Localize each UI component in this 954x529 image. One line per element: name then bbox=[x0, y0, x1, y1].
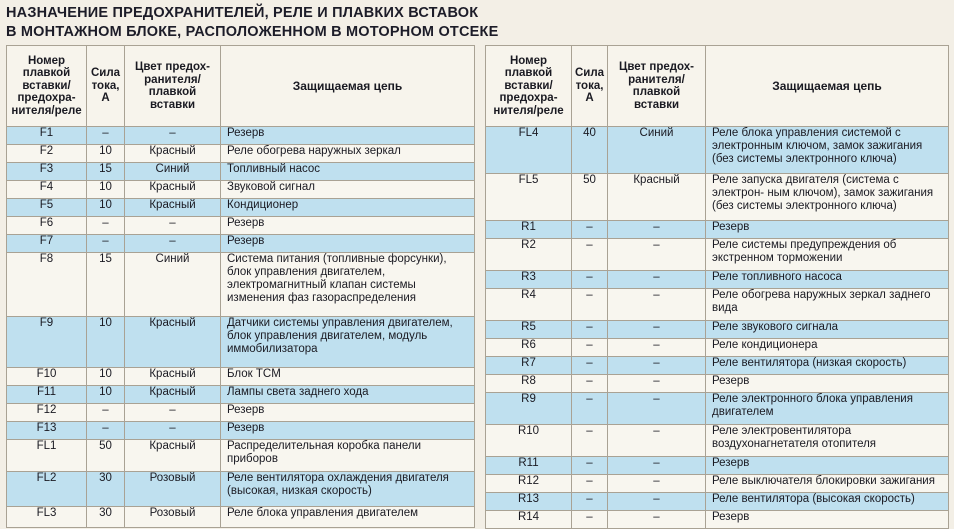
table-row bbox=[486, 271, 949, 289]
color-cell: – bbox=[608, 357, 706, 375]
fuse-number-cell: F10 bbox=[7, 368, 87, 386]
table-row bbox=[486, 357, 949, 375]
color-cell: – bbox=[608, 239, 706, 271]
current-cell: – bbox=[572, 221, 608, 239]
circuit-cell: Лампы света заднего хода bbox=[221, 386, 475, 404]
fuse-number-cell: F13 bbox=[7, 422, 87, 440]
current-cell: 40 bbox=[572, 127, 608, 174]
color-cell: – bbox=[125, 127, 221, 145]
current-cell: – bbox=[572, 493, 608, 511]
circuit-cell: Распределительная коробка панели приборов bbox=[221, 440, 475, 472]
current-cell: – bbox=[572, 357, 608, 375]
table-header-row bbox=[486, 46, 949, 127]
table-row bbox=[486, 321, 949, 339]
circuit-cell: Резерв bbox=[221, 404, 475, 422]
circuit-cell: Резерв bbox=[706, 457, 949, 475]
fuse-number-cell: FL5 bbox=[486, 174, 572, 221]
table-row bbox=[486, 493, 949, 511]
color-cell: – bbox=[608, 511, 706, 529]
current-cell: – bbox=[572, 511, 608, 529]
table-row bbox=[486, 174, 949, 221]
current-cell: – bbox=[572, 425, 608, 457]
table-row bbox=[486, 375, 949, 393]
table-row bbox=[486, 221, 949, 239]
table-row bbox=[486, 393, 949, 425]
table-row bbox=[7, 404, 475, 422]
circuit-cell: Реле блока управления двигателем bbox=[221, 507, 475, 528]
circuit-cell: Реле топливного насоса bbox=[706, 271, 949, 289]
circuit-cell: Реле блока управления системой с электронным ключом, замок зажигания (без системы электронного ключа) bbox=[706, 127, 949, 174]
current-cell: 10 bbox=[87, 368, 125, 386]
header-number: Номер плавкой вставки/ предохра- нителя/реле bbox=[7, 46, 87, 127]
color-cell: Красный bbox=[125, 181, 221, 199]
table-row bbox=[7, 440, 475, 472]
color-cell: Розовый bbox=[125, 472, 221, 507]
current-cell: – bbox=[572, 475, 608, 493]
table-row bbox=[486, 239, 949, 271]
table-row bbox=[7, 507, 475, 528]
current-cell: – bbox=[572, 375, 608, 393]
header-current: Сила тока, А bbox=[572, 46, 608, 127]
color-cell: – bbox=[125, 217, 221, 235]
fuse-number-cell: R1 bbox=[486, 221, 572, 239]
circuit-cell: Резерв bbox=[706, 511, 949, 529]
fuse-number-cell: F3 bbox=[7, 163, 87, 181]
color-cell: – bbox=[608, 425, 706, 457]
current-cell: – bbox=[87, 404, 125, 422]
fuse-number-cell: R3 bbox=[486, 271, 572, 289]
left-fuse-table bbox=[6, 45, 475, 528]
color-cell: Красный bbox=[125, 317, 221, 368]
current-cell: 15 bbox=[87, 163, 125, 181]
fuse-number-cell: F2 bbox=[7, 145, 87, 163]
circuit-cell: Реле звукового сигнала bbox=[706, 321, 949, 339]
circuit-cell: Звуковой сигнал bbox=[221, 181, 475, 199]
current-cell: – bbox=[572, 271, 608, 289]
current-cell: – bbox=[572, 339, 608, 357]
fuse-number-cell: R2 bbox=[486, 239, 572, 271]
fuse-number-cell: R7 bbox=[486, 357, 572, 375]
color-cell: – bbox=[125, 235, 221, 253]
circuit-cell: Реле вентилятора (низкая скорость) bbox=[706, 357, 949, 375]
fuse-number-cell: R6 bbox=[486, 339, 572, 357]
header-number: Номер плавкой вставки/ предохра- нителя/реле bbox=[486, 46, 572, 127]
current-cell: – bbox=[572, 289, 608, 321]
fuse-number-cell: R9 bbox=[486, 393, 572, 425]
current-cell: 50 bbox=[87, 440, 125, 472]
color-cell: – bbox=[125, 422, 221, 440]
table-row bbox=[486, 475, 949, 493]
circuit-cell: Реле обогрева наружных зеркал bbox=[221, 145, 475, 163]
current-cell: 10 bbox=[87, 386, 125, 404]
circuit-cell: Реле кондиционера bbox=[706, 339, 949, 357]
color-cell: Синий bbox=[125, 163, 221, 181]
table-row bbox=[486, 289, 949, 321]
circuit-cell: Блок TCM bbox=[221, 368, 475, 386]
fuse-number-cell: R11 bbox=[486, 457, 572, 475]
color-cell: – bbox=[608, 457, 706, 475]
fuse-number-cell: FL2 bbox=[7, 472, 87, 507]
current-cell: – bbox=[572, 393, 608, 425]
fuse-number-cell: FL3 bbox=[7, 507, 87, 528]
table-row bbox=[7, 386, 475, 404]
color-cell: Красный bbox=[125, 440, 221, 472]
fuse-number-cell: F8 bbox=[7, 253, 87, 317]
fuse-number-cell: FL1 bbox=[7, 440, 87, 472]
fuse-number-cell: F4 bbox=[7, 181, 87, 199]
color-cell: Синий bbox=[608, 127, 706, 174]
color-cell: – bbox=[608, 475, 706, 493]
fuse-number-cell: FL4 bbox=[486, 127, 572, 174]
fuse-number-cell: F12 bbox=[7, 404, 87, 422]
circuit-cell: Резерв bbox=[221, 235, 475, 253]
color-cell: – bbox=[608, 393, 706, 425]
table-row bbox=[486, 425, 949, 457]
current-cell: – bbox=[87, 422, 125, 440]
circuit-cell: Датчики системы управления двигателем, блок управления двигателем, модуль иммобилизатора bbox=[221, 317, 475, 368]
fuse-number-cell: F9 bbox=[7, 317, 87, 368]
table-row bbox=[7, 368, 475, 386]
title-line-2: В МОНТАЖНОМ БЛОКЕ, РАСПОЛОЖЕННОМ В МОТОРНОМ ОТСЕКЕ bbox=[6, 24, 499, 40]
circuit-cell: Резерв bbox=[221, 217, 475, 235]
color-cell: Розовый bbox=[125, 507, 221, 528]
fuse-number-cell: F7 bbox=[7, 235, 87, 253]
color-cell: – bbox=[608, 321, 706, 339]
fuse-number-cell: F5 bbox=[7, 199, 87, 217]
fuse-number-cell: R5 bbox=[486, 321, 572, 339]
current-cell: – bbox=[572, 457, 608, 475]
table-row bbox=[486, 457, 949, 475]
table-row bbox=[7, 127, 475, 145]
header-circuit: Защищаемая цепь bbox=[706, 46, 949, 127]
fuse-number-cell: R13 bbox=[486, 493, 572, 511]
right-fuse-table bbox=[485, 45, 949, 529]
circuit-cell: Реле электровентилятора воздухонагнетателя отопителя bbox=[706, 425, 949, 457]
circuit-cell: Реле вентилятора (высокая скорость) bbox=[706, 493, 949, 511]
table-row bbox=[7, 181, 475, 199]
current-cell: – bbox=[572, 321, 608, 339]
color-cell: Красный bbox=[125, 386, 221, 404]
circuit-cell: Реле запуска двигателя (система с электрон- ным ключом), замок зажигания (без системы электронного ключа) bbox=[706, 174, 949, 221]
header-current: Сила тока, А bbox=[87, 46, 125, 127]
header-color: Цвет предох- ранителя/ плавкой вставки bbox=[125, 46, 221, 127]
current-cell: 15 bbox=[87, 253, 125, 317]
current-cell: 50 bbox=[572, 174, 608, 221]
table-row bbox=[486, 127, 949, 174]
title-line-1: НАЗНАЧЕНИЕ ПРЕДОХРАНИТЕЛЕЙ, РЕЛЕ И ПЛАВКИХ ВСТАВОК bbox=[6, 5, 479, 21]
current-cell: – bbox=[87, 235, 125, 253]
current-cell: 10 bbox=[87, 317, 125, 368]
fuse-number-cell: F11 bbox=[7, 386, 87, 404]
table-row bbox=[7, 145, 475, 163]
color-cell: – bbox=[608, 339, 706, 357]
current-cell: – bbox=[572, 239, 608, 271]
color-cell: Красный bbox=[125, 368, 221, 386]
table-row bbox=[7, 253, 475, 317]
color-cell: Красный bbox=[125, 199, 221, 217]
color-cell: – bbox=[608, 375, 706, 393]
circuit-cell: Реле выключателя блокировки зажигания bbox=[706, 475, 949, 493]
fuse-number-cell: R12 bbox=[486, 475, 572, 493]
circuit-cell: Реле электронного блока управления двигателем bbox=[706, 393, 949, 425]
document-title bbox=[6, 4, 498, 42]
table-row bbox=[486, 339, 949, 357]
circuit-cell: Топливный насос bbox=[221, 163, 475, 181]
circuit-cell: Реле вентилятора охлаждения двигателя (высокая, низкая скорость) bbox=[221, 472, 475, 507]
current-cell: 10 bbox=[87, 181, 125, 199]
current-cell: 30 bbox=[87, 507, 125, 528]
table-header-row bbox=[7, 46, 475, 127]
header-color: Цвет предох- ранителя/ плавкой вставки bbox=[608, 46, 706, 127]
current-cell: – bbox=[87, 217, 125, 235]
circuit-cell: Резерв bbox=[706, 221, 949, 239]
current-cell: 10 bbox=[87, 145, 125, 163]
color-cell: Синий bbox=[125, 253, 221, 317]
table-row bbox=[7, 163, 475, 181]
current-cell: 30 bbox=[87, 472, 125, 507]
color-cell: – bbox=[125, 404, 221, 422]
table-row bbox=[7, 472, 475, 507]
table-row bbox=[7, 235, 475, 253]
circuit-cell: Реле системы предупреждения об экстренном торможении bbox=[706, 239, 949, 271]
circuit-cell: Реле обогрева наружных зеркал заднего вида bbox=[706, 289, 949, 321]
color-cell: – bbox=[608, 221, 706, 239]
color-cell: Красный bbox=[125, 145, 221, 163]
circuit-cell: Резерв bbox=[221, 127, 475, 145]
header-circuit: Защищаемая цепь bbox=[221, 46, 475, 127]
color-cell: – bbox=[608, 271, 706, 289]
color-cell: Красный bbox=[608, 174, 706, 221]
color-cell: – bbox=[608, 289, 706, 321]
circuit-cell: Кондиционер bbox=[221, 199, 475, 217]
circuit-cell: Резерв bbox=[221, 422, 475, 440]
fuse-number-cell: R14 bbox=[486, 511, 572, 529]
table-row bbox=[7, 317, 475, 368]
color-cell: – bbox=[608, 493, 706, 511]
fuse-number-cell: F6 bbox=[7, 217, 87, 235]
current-cell: – bbox=[87, 127, 125, 145]
fuse-number-cell: F1 bbox=[7, 127, 87, 145]
table-row bbox=[7, 422, 475, 440]
circuit-cell: Система питания (топливные форсунки), блок управления двигателем, электромагнитный клапан системы изменения фаз газораспределения bbox=[221, 253, 475, 317]
table-row bbox=[7, 199, 475, 217]
fuse-number-cell: R10 bbox=[486, 425, 572, 457]
current-cell: 10 bbox=[87, 199, 125, 217]
table-row bbox=[7, 217, 475, 235]
fuse-number-cell: R8 bbox=[486, 375, 572, 393]
circuit-cell: Резерв bbox=[706, 375, 949, 393]
fuse-number-cell: R4 bbox=[486, 289, 572, 321]
